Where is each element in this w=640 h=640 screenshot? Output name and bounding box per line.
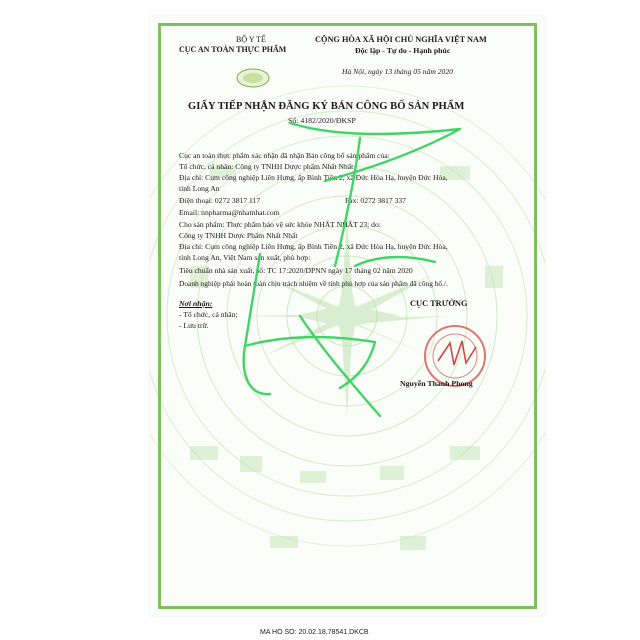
email-line: Email: nnpharma@nhatnhat.com bbox=[179, 208, 280, 217]
product-line: Cho sản phẩm: Thực phẩm bảo vệ sức khỏe NHẤT NHẤT 23; do: bbox=[179, 220, 381, 229]
signatory-name: Nguyễn Thanh Phong bbox=[400, 379, 473, 388]
phone-line: Điện thoại: 0272 3817 117 bbox=[179, 196, 261, 205]
signatory-title: CỤC TRƯỞNG bbox=[410, 299, 468, 308]
document-title: GIẤY TIẾP NHẬN ĐĂNG KÝ BẢN CÔNG BỐ SẢN PHẨM bbox=[188, 101, 465, 112]
standard-line: Tiêu chuẩn nhà sản xuất, số: TC 17:2020/DPNN ngày 17 tháng 02 năm 2020 bbox=[179, 266, 413, 275]
ministry-name: BỘ Y TẾ bbox=[236, 35, 266, 44]
manufacturer-line: Công ty TNHH Dược Phẩm Nhất Nhất bbox=[179, 231, 298, 240]
document-page bbox=[150, 16, 545, 616]
address-line: Địa chỉ: Cụm công nghiệp Liên Hưng, ấp Bình Tiền 2, xã Đức Hòa Hạ, huyện Đức Hòa, bbox=[179, 173, 448, 182]
responsibility-line: Doanh nghiệp phải hoàn toàn chịu trách nhiệm về tính phù hợp của sản phẩm đã công bố./. bbox=[179, 279, 448, 288]
dossier-code: MA HO SO: 20.02.18.78541.DKCB bbox=[260, 629, 369, 636]
fax-line: Fax: 0272 3817 337 bbox=[345, 196, 406, 205]
agency-logo bbox=[236, 68, 270, 88]
country-name: CỘNG HÒA XÃ HỘI CHỦ NGHĨA VIỆT NAM bbox=[315, 35, 487, 44]
manufacturer-address-cont: tỉnh Long An, Việt Nam sản xuất, phù hợp: bbox=[179, 253, 311, 262]
recipients-heading: Nơi nhận: bbox=[179, 299, 213, 308]
recipient-item: - Tổ chức, cá nhân; bbox=[179, 310, 238, 319]
document-number: Số: 4182/2020/ĐKSP bbox=[288, 116, 356, 125]
intro-text: Cục an toàn thực phẩm xác nhận đã nhận Bản công bố sản phẩm của: bbox=[179, 151, 390, 160]
organization-line: Tổ chức, cá nhân: Công ty TNHH Dược phẩm Nhất Nhất bbox=[179, 162, 354, 171]
agency-name: CỤC AN TOÀN THỰC PHẨM bbox=[179, 45, 287, 54]
address-line-cont: tỉnh Long An bbox=[179, 184, 220, 193]
place-date: Hà Nội, ngày 13 tháng 05 năm 2020 bbox=[342, 67, 453, 76]
recipient-item: - Lưu trữ. bbox=[179, 321, 209, 330]
manufacturer-address: Địa chỉ: Cụm công nghiệp Liên Hưng, ấp Bình Tiền 2, xã Đức Hòa Hạ, huyện Đức Hòa, bbox=[179, 242, 448, 251]
motto: Độc lập - Tự do - Hạnh phúc bbox=[355, 46, 451, 55]
